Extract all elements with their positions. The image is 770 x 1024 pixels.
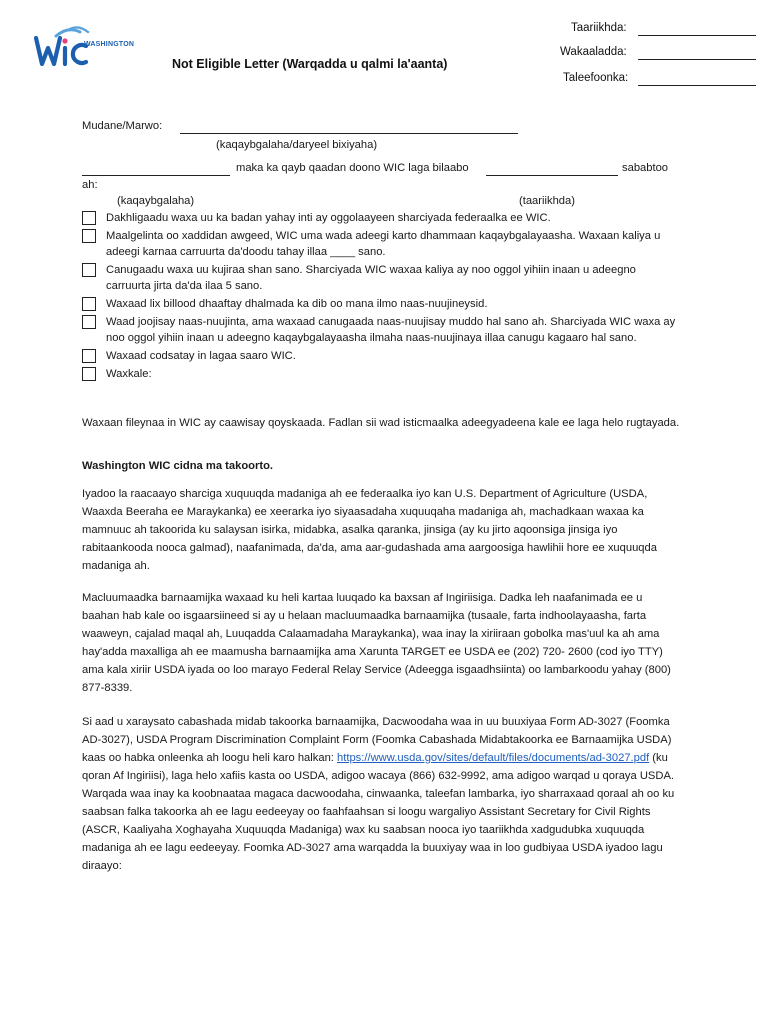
reason-checklist — [82, 210, 682, 384]
complaint-form-link[interactable]: https://www.usda.gov/sites/default/files/documents/ad-3027.pdf — [337, 752, 650, 764]
intro-line-2: ah: — [82, 179, 98, 191]
checkbox[interactable] — [82, 211, 96, 225]
checkbox[interactable] — [82, 297, 96, 311]
closing-note: Waxaan fileynaa in WIC ay caawisay qoyskaada. Fadlan sii wad isticmaalka adeegyadeena kale ee laga helo rugtayada. — [82, 417, 680, 429]
letter-title: Not Eligible Letter (Warqadda u qalmi la'aanta) — [172, 57, 448, 71]
wic-logo — [34, 24, 134, 72]
reason-text: Canugaadu waxa uu kujiraa shan sano. Sharciyada WIC waxaa kaliya ay noo oggol yihiin inaan u adeegno carruurta jirta da'da ilaa 5 sano. — [106, 264, 636, 292]
phone-blank[interactable] — [638, 85, 756, 86]
checkbox[interactable] — [82, 263, 96, 277]
section-heading: Washington WIC cidna ma takoorto. — [82, 460, 274, 472]
reason-text: Dakhligaadu waxa uu ka badan yahay inti ay oggolaayeen sharciyada federaalka ee WIC. — [106, 212, 551, 224]
date-label: Taariikhda: — [571, 22, 627, 34]
reason-text: Waxaad codsatay in lagaa saaro WIC. — [106, 350, 296, 362]
participant-blank[interactable] — [82, 175, 230, 176]
reason-requested-removal[interactable] — [82, 348, 682, 364]
checkbox[interactable] — [82, 349, 96, 363]
intro-segment-2: sababtoo — [622, 162, 669, 174]
greeting-label: Mudane/Marwo: — [82, 120, 163, 132]
checkbox[interactable] — [82, 229, 96, 243]
recipient-blank[interactable] — [180, 133, 518, 134]
participant-caption: (kaqaybgalaha) — [117, 195, 195, 207]
reason-text: Waxkale: — [106, 368, 152, 380]
checkbox[interactable] — [82, 367, 96, 381]
reason-age-five[interactable] — [82, 262, 682, 294]
phone-label: Taleefoonka: — [563, 72, 629, 84]
reason-text: Waad joojisay naas-nuujinta, ama waxaad canugaada naas-nuujisay muddo hal sano ah. Sharciyada WIC waxa ay noo oggol yihiin inaan u adeegno kaqaybgalayaasha ilmaha naas-nuujinaya illaa canugu kagaaro hal sano. — [106, 316, 676, 344]
date-field[interactable] — [560, 22, 627, 34]
greeting-caption: (kaqaybgalaha/daryeel bixiyaha) — [216, 139, 378, 151]
nondiscrimination-paragraph: Iyadoo la raacaayo sharciga xuquuqda madaniga ah ee federaalka iyo kan U.S. Department of Agriculture (USDA, Waaxda Beeraha ee Maraykanka) ee xeerarka iyo siyaasadaha xuquuqaha madaniga ah, machadkaan waxaa ka mamnuuc ah takoorida ku salaysan isirka, midabka, asalka qaranka, jinsiga (ay ku jirto aqoonsiga jinsiga iyo rabitaankooda nooca galmad), naafanimada, da'da, ama aar-gudashada ama aargoosiga hawlihii hore ee xuquuqda madaniga ah. — [82, 488, 657, 572]
start-date-blank[interactable] — [486, 175, 618, 176]
reason-text: Maalgelinta oo xaddidan awgeed, WIC uma wada adeegi karto dhammaan kaqaybgalayaasha. Waxaan kaliya u adeegi karnaa carruurta da'doodu tahay illaa ____ sano. — [106, 230, 661, 258]
date-blank[interactable] — [638, 35, 756, 36]
reason-income[interactable] — [82, 210, 682, 226]
greeting — [82, 120, 162, 132]
reason-text: Waxaad lix billood dhaaftay dhalmada ka dib oo mana ilmo naas-nuujineysid. — [106, 298, 488, 310]
reason-postpartum[interactable] — [82, 296, 682, 312]
logo-text: WASHINGTON — [84, 41, 135, 48]
complaint-text-after: (ku qoran Af Ingiriisi), laga helo xafiis kasta oo USDA, adigoo wacaya (866) 632-9992, ama adigoo warqad u qoraya USDA. Warqada waa inay ka koobnaataa magaca dacwoodaha, cinwaanka, taleefan lambarka, iyo sharraxaad qoraal ah oo ku saabsan falka takoorka ah ee lagu eedeeyay oo faahfaahsan si loogu wargaliyo Assistant Secretary for Civil Rights (ASCR, Kaaliyaha Xoghayaha Xuquuqda Madaniga) wax ku saabsan nooca iyo taariikhda xadgudubka xuquuqda madaniga ah ee lagu eedeeyay. Foomka AD-3027 ama warqadda la buuxiyay waa in loo gudbiyaa USDA iyadoo lagu diraayo: — [82, 752, 675, 872]
reason-other[interactable] — [82, 366, 682, 382]
checkbox[interactable] — [82, 315, 96, 329]
accessibility-paragraph: Macluumaadka barnaamijka waxaad ku heli kartaa luuqado ka baxsan af Ingiriisiga. Dadka leh naafanimada ee u baahan hab kale oo isgaarsiineed si ay u helaan macluumaadka barnaamijka (tusaale, farta indhoolayaasha, farta waaweyn, cajalad maqal ah, Luuqadda Calaamadaha Maraykanka), waa inay la xiriiraan gobolka mas'uul ka ah ama hay'adda maxalliga ah ee maamusha barnaamijka ama Xarunta TARGET ee USDA ee (202) 720- 2600 (cod iyo TTY) ama kala xiriir USDA iyada oo loo marayo Federal Relay Service (Adeegga isgaadhsiinta) oo lambarkoodu yahay (800) 877-8339. — [82, 592, 671, 694]
complaint-paragraph — [82, 713, 682, 875]
wic-logo-icon — [34, 24, 134, 72]
reason-breastfeeding[interactable] — [82, 314, 682, 346]
agency-label: Wakaaladda: — [560, 46, 627, 58]
reason-funding[interactable] — [82, 228, 682, 260]
agency-field[interactable] — [560, 46, 627, 58]
intro-segment-1: maka ka qayb qaadan doono WIC laga bilaabo — [236, 162, 469, 174]
complaint-text-before: Si aad u xaraysato cabashada midab takoorka barnaamijka, Dacwoodaha waa in uu buuxiyaa Form AD-3027 (Foomka AD-3027), USDA Program Discrimination Complaint Form (Foomka Cabashada Midabtakoorka ee Barnaamijka USDA) kaas oo habka onleenka ah loogu heli karo halkan: — [82, 716, 672, 764]
agency-blank[interactable] — [638, 59, 756, 60]
date-caption: (taariikhda) — [519, 195, 575, 207]
phone-field[interactable] — [560, 72, 628, 84]
